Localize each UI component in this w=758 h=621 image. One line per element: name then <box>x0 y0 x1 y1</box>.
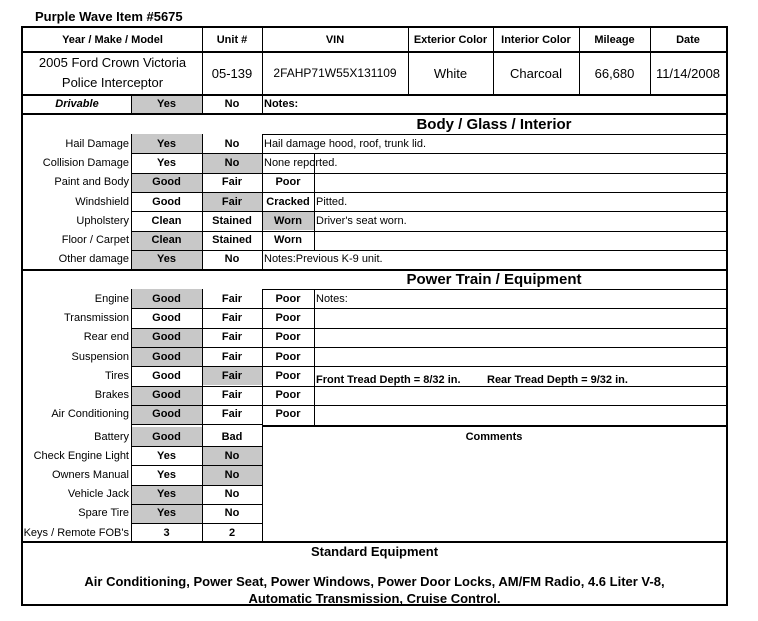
option-3: Cracked <box>266 195 310 208</box>
standard-equipment-title: Standard Equipment <box>310 543 439 559</box>
option-1: Good <box>131 386 202 405</box>
year-make-model <box>23 52 202 94</box>
unit-number: 05-139 <box>211 65 253 81</box>
h-rule <box>131 153 726 154</box>
row-label: Collision Damage <box>42 156 129 169</box>
option-2: Fair <box>221 331 243 344</box>
row-label: Hail Damage <box>65 137 129 150</box>
h-rule <box>262 134 726 135</box>
h-rule <box>131 231 726 232</box>
h-rule <box>262 425 726 427</box>
v-rule <box>262 289 263 542</box>
drivable-yes: Yes <box>131 95 202 113</box>
h-rule <box>131 446 262 447</box>
option-1: Good <box>131 405 202 424</box>
row-label: Air Conditioning <box>51 408 129 421</box>
drivable-label: Drivable <box>55 98 99 110</box>
power-section-title: Power Train / Equipment <box>406 270 582 288</box>
row-label: Paint and Body <box>54 176 129 189</box>
h-rule <box>131 211 726 212</box>
option-2: Stained <box>212 214 252 227</box>
h-rule <box>23 51 726 53</box>
h-rule <box>131 366 726 367</box>
ymm-line-1: 2005 Ford Crown Victoria <box>38 55 187 70</box>
v-rule <box>408 28 409 94</box>
row-label: Brakes <box>94 389 129 402</box>
row-note <box>314 328 726 347</box>
row-label: Keys / Remote FOB's <box>23 526 129 539</box>
rear-tread-depth: Rear Tread Depth = 9/32 in. <box>487 373 628 386</box>
row-note: Notes:Previous K-9 unit. <box>264 253 383 266</box>
option-2: No <box>224 253 240 266</box>
row-label: Tires <box>104 369 129 382</box>
h-rule <box>23 113 726 115</box>
mileage-value: 66,680 <box>594 65 635 81</box>
option-2: Bad <box>221 430 243 443</box>
row-note: Pitted. <box>316 195 348 208</box>
option-1: Yes <box>157 156 176 169</box>
option-3: Worn <box>274 234 302 247</box>
interior-color-header: Interior Color <box>501 33 571 46</box>
option-2: Fair <box>221 408 243 421</box>
row-label: Spare Tire <box>78 507 129 520</box>
front-tread-depth: Front Tread Depth = 8/32 in. <box>316 373 461 386</box>
option-3: Poor <box>275 176 301 189</box>
row-note <box>314 308 726 327</box>
v-rule <box>314 153 315 250</box>
option-3: Poor <box>275 369 301 382</box>
h-rule <box>131 523 262 524</box>
option-1: Good <box>131 289 202 308</box>
option-1: Yes <box>131 485 202 504</box>
h-rule <box>131 504 262 505</box>
option-1: Clean <box>131 231 202 250</box>
option-1: Yes <box>131 504 202 523</box>
v-rule <box>262 94 263 113</box>
option-2: Fair <box>202 192 262 211</box>
row-label: Windshield <box>75 195 129 208</box>
unit-header: Unit # <box>216 33 248 46</box>
body-section-title: Body / Glass / Interior <box>416 115 572 133</box>
date-value: 11/14/2008 <box>655 65 721 81</box>
standard-equipment-line-2: Automatic Transmission, Cruise Control. <box>248 591 501 606</box>
option-3: Poor <box>275 350 301 363</box>
v-rule <box>262 28 263 94</box>
row-label: Floor / Carpet <box>61 234 129 247</box>
option-3: Poor <box>275 292 301 305</box>
date-header: Date <box>676 33 700 46</box>
h-rule <box>131 386 726 387</box>
h-rule <box>23 94 726 96</box>
ymm-header: Year / Make / Model <box>62 33 163 46</box>
option-3: Poor <box>275 331 301 344</box>
v-rule <box>202 28 203 94</box>
option-2: Fair <box>221 311 243 324</box>
vin-header: VIN <box>325 33 345 46</box>
option-3: Poor <box>275 408 301 421</box>
row-note: Driver's seat worn. <box>316 214 407 227</box>
v-rule <box>131 134 132 269</box>
option-1: Yes <box>157 468 176 481</box>
comments-title: Comments <box>465 431 523 443</box>
option-1: Yes <box>131 134 202 153</box>
v-rule <box>202 134 203 269</box>
option-2: No <box>224 507 240 520</box>
v-rule <box>202 94 203 113</box>
option-2: Fair <box>221 389 243 402</box>
row-note: Notes: <box>316 292 348 305</box>
h-rule <box>131 485 262 486</box>
option-2: Fair <box>221 350 243 363</box>
option-2: Fair <box>221 292 243 305</box>
option-1: 3 <box>163 526 170 539</box>
option-2: Fair <box>202 366 262 385</box>
row-label: Battery <box>94 430 129 443</box>
row-note: Hail damage hood, roof, trunk lid. <box>264 137 427 150</box>
v-rule <box>493 28 494 94</box>
row-note <box>314 173 726 192</box>
v-rule <box>131 94 132 113</box>
ymm-line-2: Police Interceptor <box>61 75 164 90</box>
row-label: Suspension <box>71 350 129 363</box>
h-rule <box>131 465 262 466</box>
row-label: Upholstery <box>76 214 129 227</box>
drivable-notes: Notes: <box>264 98 299 110</box>
row-label: Other damage <box>58 253 129 266</box>
option-1: Good <box>131 427 202 446</box>
h-rule <box>131 173 726 174</box>
option-1: Clean <box>151 214 182 227</box>
option-2: 2 <box>228 526 236 539</box>
option-2: No <box>224 488 240 501</box>
page-title: Purple Wave Item #5675 <box>35 9 183 24</box>
v-rule <box>262 134 263 269</box>
row-note <box>314 231 726 250</box>
row-label: Check Engine Light <box>33 449 129 462</box>
h-rule <box>131 328 726 329</box>
mileage-header: Mileage <box>594 33 635 46</box>
row-note <box>314 347 726 366</box>
v-rule <box>650 28 651 94</box>
h-rule <box>131 424 262 425</box>
standard-equipment-line-1: Air Conditioning, Power Seat, Power Windows, Power Door Locks, AM/FM Radio, 4.6 Liter V-8, <box>84 574 665 589</box>
h-rule <box>131 192 726 193</box>
option-3: Poor <box>275 389 301 402</box>
h-rule <box>23 541 726 543</box>
option-2: Stained <box>212 234 252 247</box>
exterior-color-header: Exterior Color <box>413 33 488 46</box>
option-1: Yes <box>131 250 202 269</box>
h-rule <box>131 347 726 348</box>
row-label: Owners Manual <box>51 468 129 481</box>
row-note <box>314 405 726 424</box>
option-2: No <box>202 153 262 172</box>
option-1: Good <box>152 369 181 382</box>
option-1: Yes <box>157 449 176 462</box>
h-rule <box>262 289 726 290</box>
row-label: Rear end <box>83 331 129 344</box>
option-1: Good <box>152 311 181 324</box>
vin-value: 2FAHP71W55X131109 <box>273 66 397 80</box>
option-2: No <box>202 446 262 465</box>
row-label: Transmission <box>64 311 129 324</box>
option-1: Good <box>131 173 202 192</box>
h-rule <box>131 405 726 406</box>
option-2: No <box>202 465 262 484</box>
option-2: No <box>224 137 240 150</box>
comments-area[interactable] <box>262 446 726 542</box>
interior-color: Charcoal <box>509 65 563 81</box>
row-note: None reported. <box>264 156 338 169</box>
v-rule <box>314 289 315 425</box>
option-3: Worn <box>262 211 314 230</box>
row-label: Engine <box>94 292 129 305</box>
option-1: Good <box>131 328 202 347</box>
h-rule <box>131 250 726 251</box>
h-rule <box>23 269 726 271</box>
option-3: Poor <box>275 311 301 324</box>
row-label: Vehicle Jack <box>67 488 129 501</box>
v-rule <box>579 28 580 94</box>
option-2: Fair <box>221 176 243 189</box>
exterior-color: White <box>433 65 468 81</box>
drivable-no: No <box>224 98 240 110</box>
inspection-sheet <box>21 26 728 606</box>
option-1: Good <box>152 195 181 208</box>
option-1: Good <box>131 347 202 366</box>
h-rule <box>131 308 726 309</box>
